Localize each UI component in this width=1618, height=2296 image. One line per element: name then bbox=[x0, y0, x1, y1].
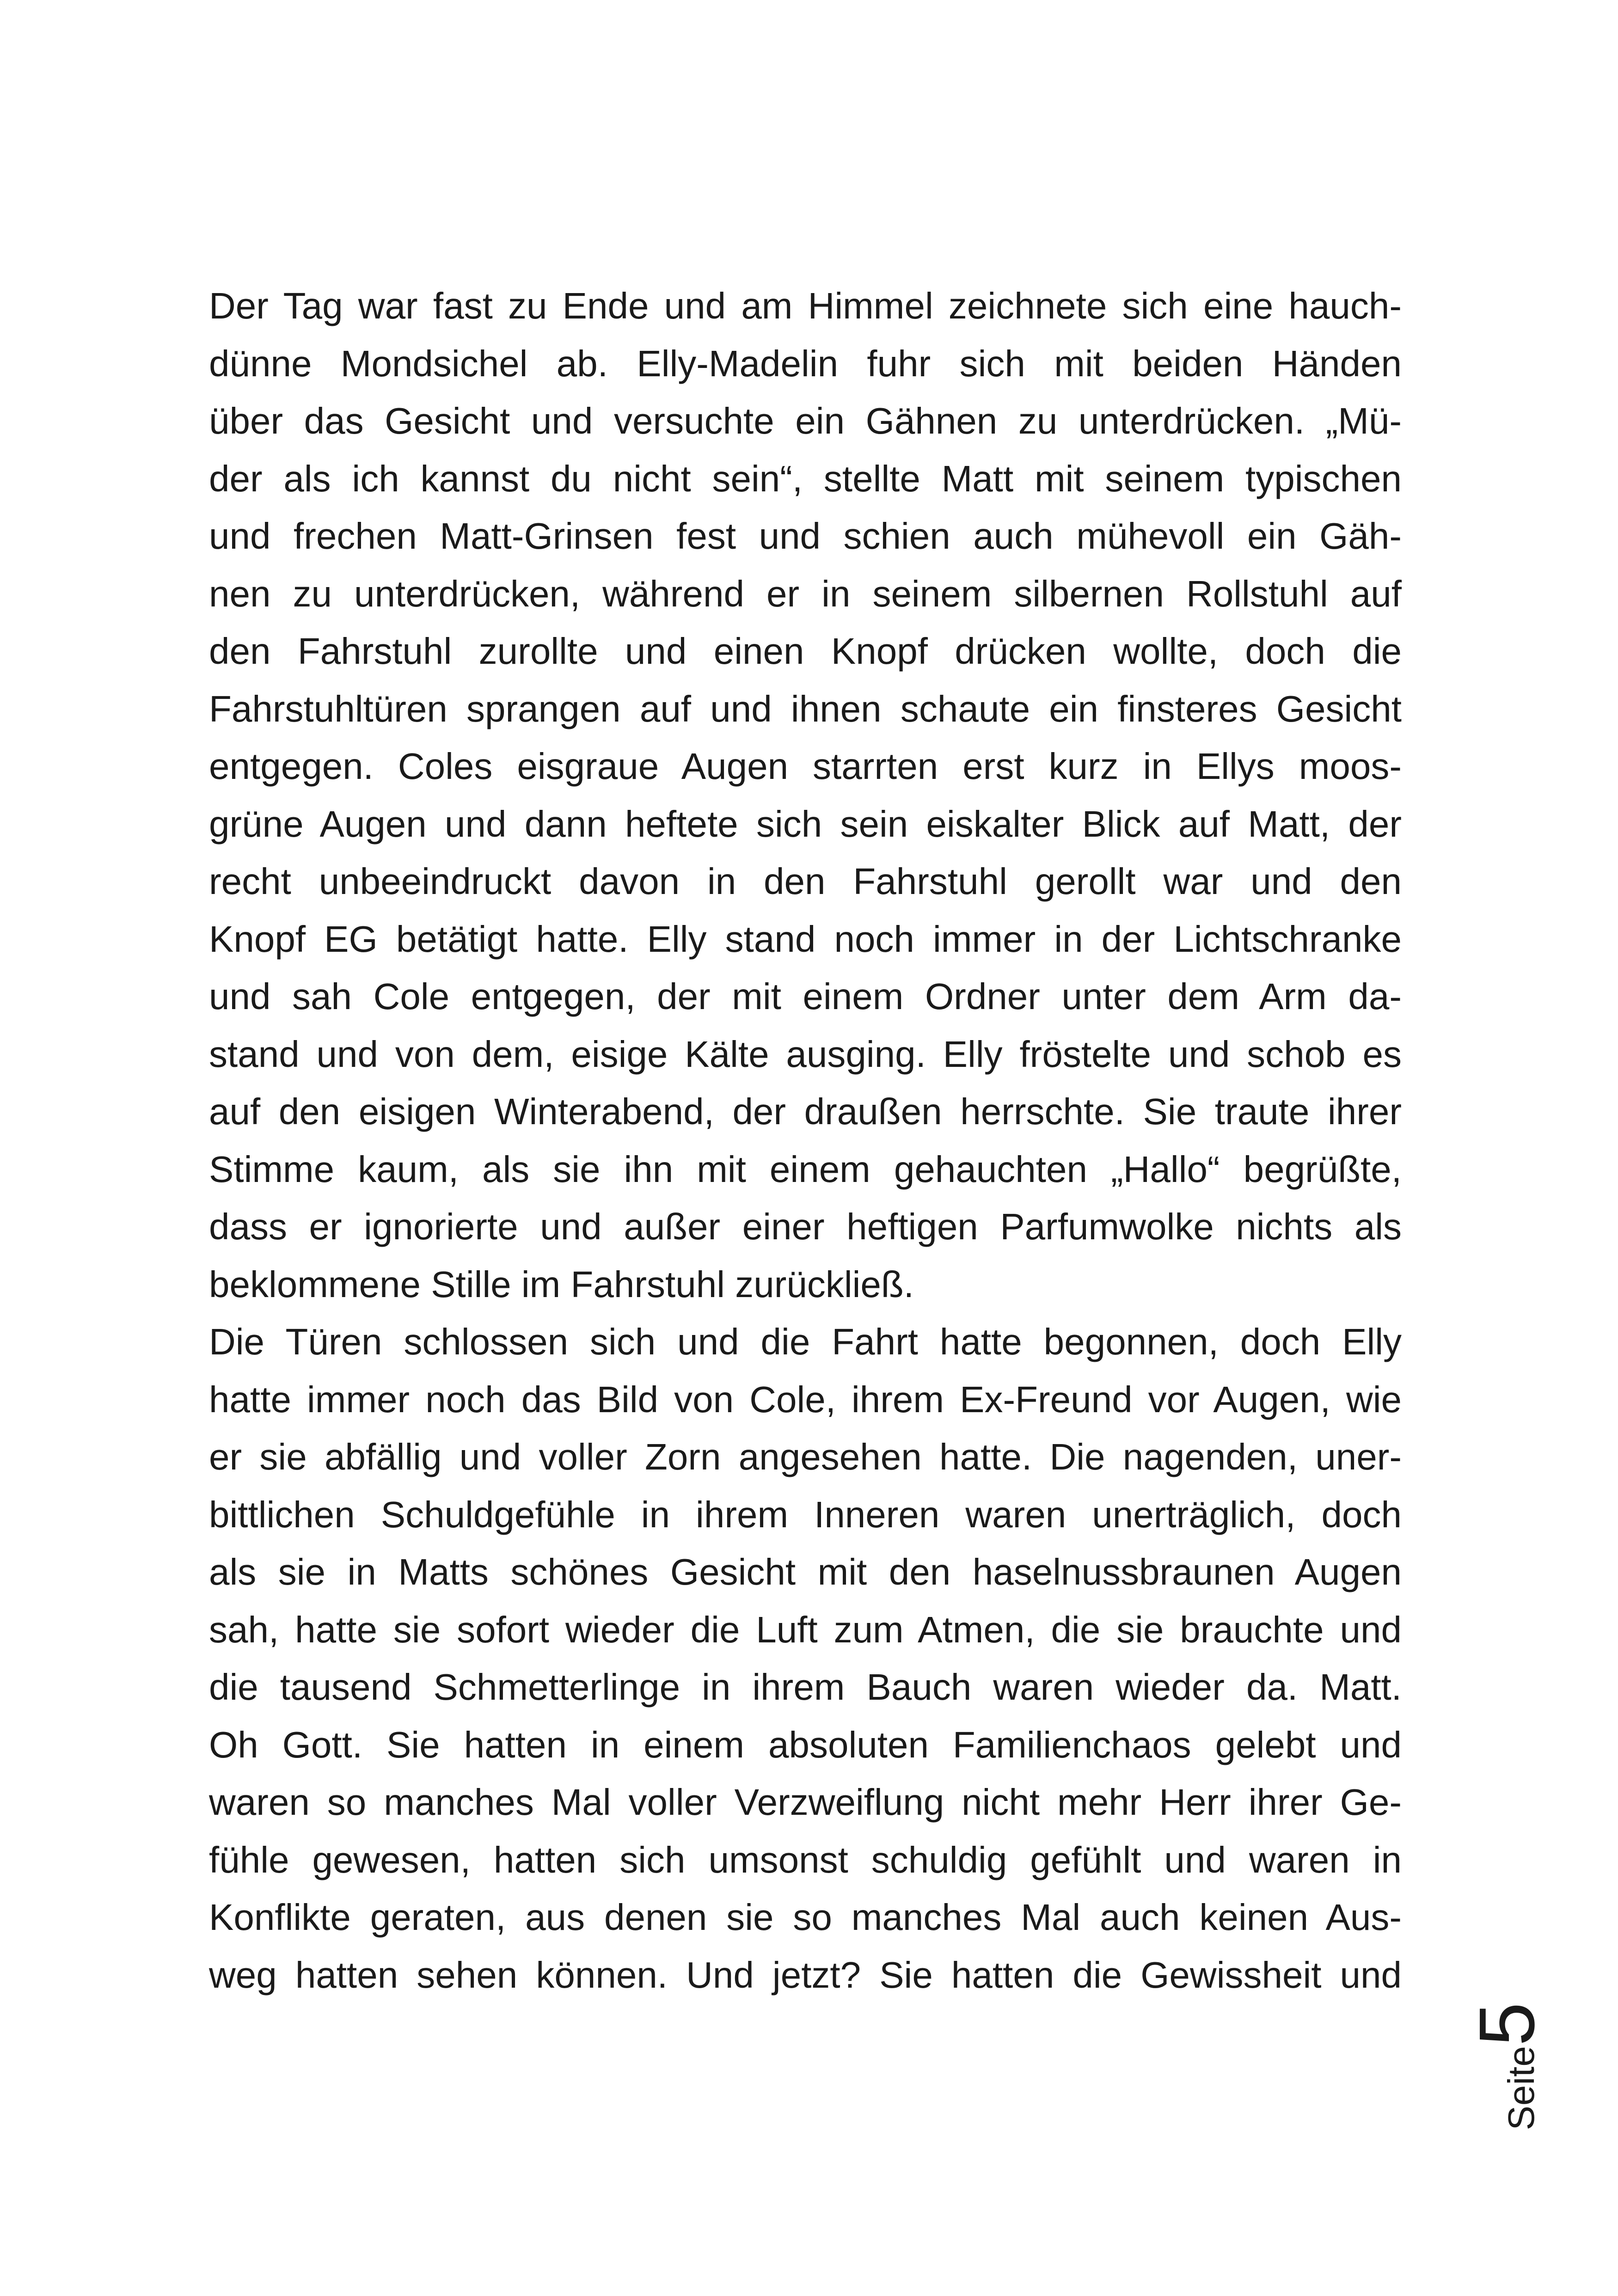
text-line: bittlichen Schuldgefühle in ihrem Inneren waren unerträglich, doch bbox=[209, 1494, 1402, 1535]
text-line: er sie abfällig und voller Zorn angesehen hatte. Die nagenden, uner- bbox=[209, 1436, 1402, 1477]
text-line: über das Gesicht und versuchte ein Gähnen zu unterdrücken. „Mü- bbox=[209, 400, 1402, 441]
text-line: Knopf EG betätigt hatte. Elly stand noch immer in der Lichtschranke bbox=[209, 918, 1402, 960]
text-line: fühle gewesen, hatten sich umsonst schuldig gefühlt und waren in bbox=[209, 1839, 1402, 1880]
text-line: waren so manches Mal voller Verzweiflung nicht mehr Herr ihrer Ge- bbox=[209, 1782, 1402, 1823]
text-line: Die Türen schlossen sich und die Fahrt hatte begonnen, doch Elly bbox=[209, 1321, 1402, 1362]
text-line: grüne Augen und dann heftete sich sein eiskalter Blick auf Matt, der bbox=[209, 803, 1402, 845]
text-line: den Fahrstuhl zurollte und einen Knopf drücken wollte, doch die bbox=[209, 631, 1402, 672]
text-line: und sah Cole entgegen, der mit einem Ordner unter dem Arm da- bbox=[209, 976, 1402, 1017]
text-line: recht unbeeindruckt davon in den Fahrstuhl gerollt war und den bbox=[209, 861, 1402, 902]
text-line: Stimme kaum, als sie ihn mit einem gehauchten „Hallo“ begrüßte, bbox=[209, 1148, 1402, 1190]
text-line: Fahrstuhltüren sprangen auf und ihnen schaute ein finsteres Gesicht bbox=[209, 688, 1402, 729]
body-text bbox=[209, 277, 1402, 2004]
text-line: entgegen. Coles eisgraue Augen starrten erst kurz in Ellys moos- bbox=[209, 746, 1402, 787]
text-line: der als ich kannst du nicht sein“, stellte Matt mit seinem typischen bbox=[209, 458, 1402, 499]
text-line: Konflikte geraten, aus denen sie so manches Mal auch keinen Aus- bbox=[209, 1897, 1402, 1938]
text-line: Oh Gott. Sie hatten in einem absoluten Familienchaos gelebt und bbox=[209, 1724, 1402, 1765]
text-line: dass er ignorierte und außer einer heftigen Parfumwolke nichts als bbox=[209, 1206, 1402, 1247]
paragraph-last-line: beklommene Stille im Fahrstuhl zurückließ. bbox=[209, 1263, 914, 1305]
text-line: als sie in Matts schönes Gesicht mit den haselnussbraunen Augen bbox=[209, 1551, 1402, 1592]
text-line: weg hatten sehen können. Und jetzt? Sie hatten die Gewissheit und bbox=[209, 1954, 1402, 1996]
text-line: hatte immer noch das Bild von Cole, ihrem Ex-Freund vor Augen, wie bbox=[209, 1378, 1402, 1420]
page-number-rotated bbox=[1463, 2002, 1551, 2131]
text-line: die tausend Schmetterlinge in ihrem Bauch waren wieder da. Matt. bbox=[209, 1666, 1402, 1708]
text-line: Der Tag war fast zu Ende und am Himmel zeichnete sich eine hauch- bbox=[209, 285, 1402, 326]
text-line: dünne Mondsichel ab. Elly-Madelin fuhr sich mit beiden Händen bbox=[209, 343, 1402, 384]
page-number bbox=[1461, 2002, 1553, 2131]
text-line: nen zu unterdrücken, während er in seinem silbernen Rollstuhl auf bbox=[209, 573, 1402, 614]
text-line: sah, hatte sie sofort wieder die Luft zum Atmen, die sie brauchte und bbox=[209, 1609, 1402, 1650]
text-line: auf den eisigen Winterabend, der draußen herrschte. Sie traute ihrer bbox=[209, 1091, 1402, 1132]
page-number-value: 5 bbox=[1463, 2002, 1551, 2046]
text-line: stand und von dem, eisige Kälte ausging. Elly fröstelte und schob es bbox=[209, 1033, 1402, 1075]
page-number-label: Seite bbox=[1501, 2046, 1542, 2131]
text-line: und frechen Matt-Grinsen fest und schien auch mühevoll ein Gäh- bbox=[209, 515, 1402, 557]
